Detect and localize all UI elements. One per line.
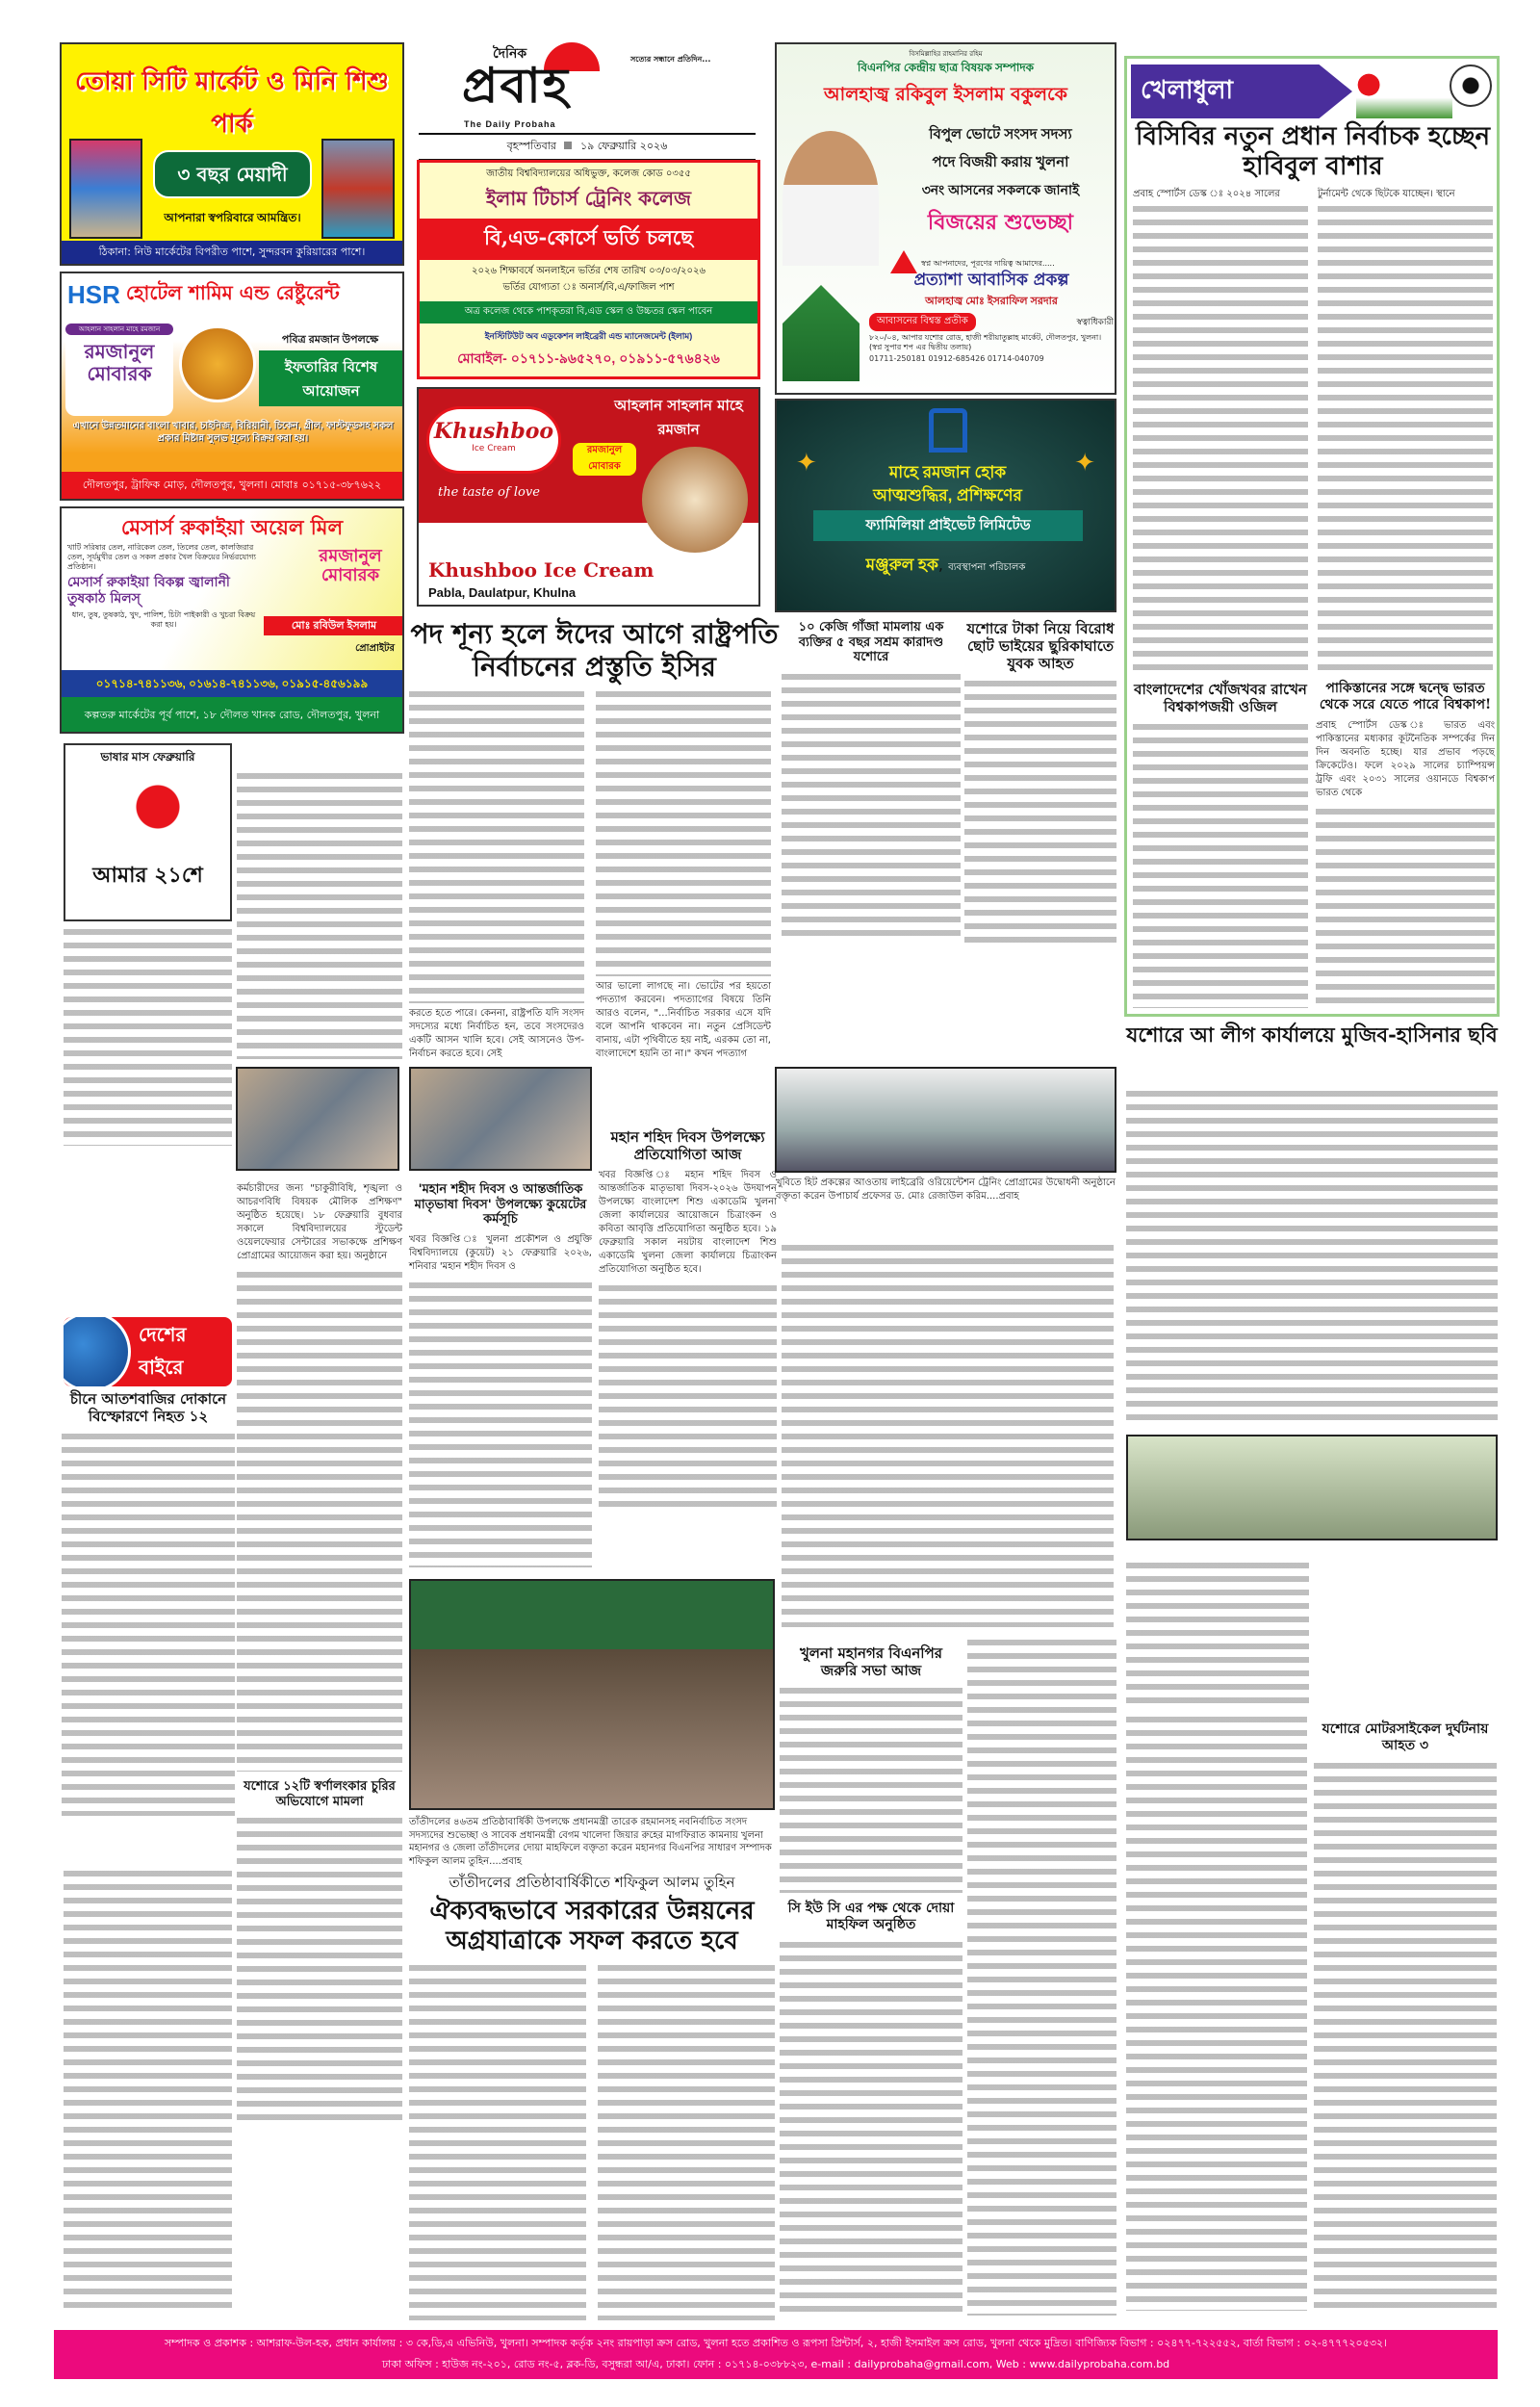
college-banner: বি,এড-কোর্সে ভর্তি চলছে — [420, 219, 757, 260]
masthead-tagline: সত্যের সন্ধানে প্রতিদিন... — [630, 55, 711, 64]
khushboo-address: Pabla, Daulatpur, Khulna — [428, 585, 577, 600]
awami-headline: যশোরে আ লীগ কার্যালয়ে মুজিব-হাসিনার ছবি — [1126, 1022, 1498, 1047]
oil-mill-owner: মোঃ রবিউল ইসলাম — [264, 616, 404, 635]
masthead — [414, 33, 770, 156]
market-ad — [60, 42, 404, 266]
gold-story — [237, 1779, 402, 2128]
weekday: বৃহস্পতিবার — [506, 140, 556, 152]
bcb-col2: টুর্নামেন্ট থেকে ছিটকে যাচ্ছেন। স্থানে — [1318, 189, 1455, 200]
language-article-body — [64, 926, 232, 1146]
footer-line-1: সম্পাদক ও প্রকাশক : আশরাফ-উল-হক, প্রধান কার্যালয় : ৩ কে,ডি,এ এভিনিউ, খুলনা। সম্পাদক কর্তৃক ২নং রায়পাড়া ক্রস রোড, খুলনা হতে প্রকাশিত ও রূপসা প্রিন্টার্স, ২, হাজী ইসমাইল ক্রস রোড, খুলনা থেকে মুদ্রিত। বাণিজ্যিক বিভাগ : ০২৪৭৭-৭২২৫৫২, বার্তা বিভাগ : ০২-৪৭৭৭২০৫৩২। — [164, 2337, 1388, 2349]
hotel-menu: এখানে উন্নতমানের বাংলা খাবার, চাইনিজ, বিরিয়ানী, চিকেন, গ্রীল, ফাস্টফুডসহ সকল প্রকার মিষ্টান্ন সুলভ মূল্যে বিক্রয় করা হয়। — [72, 421, 394, 444]
pratyasha-details — [869, 272, 1114, 363]
oil-mill-left-block — [67, 543, 260, 668]
market-photo-right — [321, 139, 395, 239]
familia-logo — [929, 408, 967, 453]
pak-india-story — [1316, 681, 1495, 1008]
shaheed-minar-graphic — [94, 780, 200, 847]
bnp-meeting-story — [780, 1644, 962, 1893]
familia-ad — [775, 399, 1116, 612]
motorcycle-story — [1314, 1721, 1497, 2311]
motorcycle-headline: যশোরে মোটরসাইকেল দুর্ঘটনায় আহত ৩ — [1322, 1721, 1489, 1753]
bnp-meeting-body — [780, 1685, 962, 1893]
bcb-columns — [1133, 188, 1493, 671]
familia-role: ব্যবস্থাপনা পরিচালক — [948, 562, 1026, 573]
hotel-greeting: রমজানুল মোবারক — [84, 340, 155, 385]
khushboo-logo-name: Khushboo — [433, 419, 554, 444]
market-ad-address: ঠিকানা: নিউ মার্কেটের বিপরীত পাশে, সুন্দরবন কুরিয়ারের পাশে। — [62, 241, 402, 264]
sports-section — [1124, 56, 1500, 1017]
cuc-story — [780, 1901, 962, 2316]
bnp-address: ৮২০/০৪, আপার যশোর রোড, হাজী শরীয়াতুল্লাহ মার্কেট, দৌলতপুর, খুলনা। (স্বপ্ন সুপার শপ এর দ্বিতীয় তলায়) — [869, 332, 1102, 351]
china-body — [62, 1431, 235, 1816]
hotel-address: দৌলতপুর, ট্রাফিক মোড়, দৌলতপুর, খুলনা। মোবাঃ ০১৭১৫-৩৮৭৬২২ — [62, 472, 402, 499]
tatidal-story — [409, 1579, 775, 2320]
bcb-article-body-col2 — [1318, 203, 1493, 671]
ozil-story — [1133, 681, 1308, 1008]
bcb-headline: বিসিবির নতুন প্রধান নির্বাচক হচ্ছেন হাবিবুল বাশার — [1136, 122, 1490, 182]
masthead-english-name: The Daily Probaha — [464, 119, 556, 129]
bnp-owner: আলহাজ্ব মোঃ ইসরাফিল সরদার — [925, 295, 1058, 307]
tuhin-headline: ঐক্যবদ্ধভাবে সরকারের উন্নয়নের অগ্রযাত্রাকে সফল করতে হবে — [429, 1897, 755, 1956]
stabbing-story — [964, 620, 1116, 944]
bnp-tag: আবাসনের বিশ্বস্ত প্রতীক — [869, 313, 976, 331]
right-col-body — [1126, 1714, 1307, 2311]
bcb-intro: প্রবাহ স্পোর্টস ডেস্ক ঃ ২০২৪ সালের — [1133, 189, 1280, 200]
kuet-headline: 'মহান শহীদ দিবস ও আন্তর্জাতিক মাতৃভাষা দিবস' উপলক্ষ্যে কুয়েটের কর্মসূচি — [414, 1182, 587, 1228]
familia-company: ফ্যামিলিয়া প্রাইভেট লিমিটেড — [813, 510, 1083, 541]
college-eligibility: ভর্তির যোগ্যতা ঃ অনার্স/বি,এ/ফাজিল পাশ — [502, 282, 675, 293]
competition-body-more — [599, 1282, 777, 1514]
abroad-label-2: বাইরে — [139, 1356, 184, 1379]
familia-line1: মাহে রমজান হোক — [888, 463, 1007, 481]
familia-person-line: মঞ্জুরুল হক, ব্যবস্থাপনা পরিচালক — [865, 556, 1026, 574]
imprint-footer — [54, 2330, 1498, 2379]
lead-body-col2 — [596, 688, 771, 976]
ganja-story — [782, 620, 961, 944]
college-affiliation: জাতীয় বিশ্ববিদ্যালয়ের অধিভুক্ত, কলেজ কোড ০৩৫৫ — [486, 168, 691, 179]
market-ad-invite: আপনারা স্বপরিবারে আমন্ত্রিত। — [164, 211, 301, 224]
ganja-headline: ১০ কেজি গাঁজা মামলায় এক ব্যক্তির ৫ বছর সশ্রম কারাদণ্ড যশোরে — [798, 620, 944, 665]
khushboo-logo — [426, 406, 561, 474]
oil-mill-address: কল্পতরু মার্কেটের পূর্ব পাশে, ১৮ দৌলত খানক রোড, দৌলতপুর, খুলনা — [62, 697, 402, 734]
pratyasha-tag-row — [869, 313, 1114, 331]
lead-body-text-2: আর ভালো লাগছে না। ভোটের পর হয়তো পদত্যাগ করবেন। পদত্যাগের বিষয়ে তিনি আরও বলেন, "...নির্বাচিত সরকার এসে যদি বলে আপনি থাকবেন না। নতুন প্রেসিডেন্ট বানায়, এটা পৃথিবীতে হয় নাই, এরকম তো না, বাংলাদেশে হয়নি তা না।" কখন পদত্যাগ — [596, 981, 771, 1059]
hotel-occasion: পবিত্র রমজান উপলক্ষে — [281, 334, 379, 346]
lead-col-1 — [409, 688, 584, 1061]
oil-mill-phones: ০১৭১৪-৭৪১১৩৬, ০১৬১৪-৭৪১১৩৬, ০১৯১৫-৪৫৬১৯৯ — [62, 670, 402, 697]
bcb-article-body — [1133, 203, 1308, 671]
tatidal-caption: তাঁতীদলের ৪৬তম প্রতিষ্ঠাবার্ষিকী উপলক্ষে প্রধানমন্ত্রী তারেক রহমানসহ নবনির্বাচিত সংসদ সদস্যদের শুভেচ্ছা ও সাবেক প্রধানমন্ত্রী বেগম খালেদা জিয়ার রুহের মাগফিরাত কামনায় খুলনা মহানগর ও জেলা তাঁতীদলের দোয়া মাহফিলে বক্তৃতা করেন মহানগর বিএনপির সাধারণ সম্পাদক শফিকুল আলম তুহিন....প্রবাহ — [409, 1817, 772, 1867]
kuet-body: খবর বিজ্ঞপ্তি ঃ খুলনা প্রকৌশল ও প্রযুক্তি বিশ্ববিদ্যালয়ে (কুয়েট) ২১ ফেব্রুয়ারি ২০২৬, শনিবার 'মহান শহীদ দিবস ও — [409, 1233, 592, 1272]
kuet-body-more — [409, 1280, 592, 1567]
globe-icon — [64, 1317, 131, 1386]
candidate-photo — [783, 131, 879, 266]
market-ad-title: তোয়া সিটি মার্কেট ও মিনি শিশু পার্ক — [75, 67, 389, 139]
oil-mill-subtitle: মেসার্স রুকাইয়া বিকল্প জ্বালানী তুষকাঠ মিলস্ — [67, 575, 230, 607]
abroad-section-banner — [64, 1317, 232, 1386]
khushboo-greeting2: রমজানুল মোবারক — [573, 443, 636, 476]
right-story-body — [1126, 1560, 1309, 1704]
tuhin-body-col1 — [409, 1962, 586, 2320]
cuc-body — [780, 1939, 962, 2316]
library-caption: খুবিতে হিট প্রকল্পের আওতায় লাইব্রেরি ওরিয়েন্টেশন ট্রেনিং প্রোগ্রামের উদ্বোধনী অনুষ্ঠানে বক্তৃতা করেন উপাচার্য প্রফেসর ড. মোঃ রেজাউল করিম....প্রবাহ — [776, 1178, 1116, 1202]
bcb-story — [1133, 122, 1493, 671]
competition-body: খবর বিজ্ঞপ্তি ঃ মহান শহিদ দিবস ও আন্তর্জাতিক মাতৃভাষা দিবস-২০২৬ উদযাপন উপলক্ষ্যে বাংলাদেশ শিশু একাডেমি খুলনা জেলা কার্যালয়ের আয়োজনে চিত্রাংকন ও কবিতা আবৃত্তি প্রতিযোগিতা অনুষ্ঠিত হবে। ১৯ ফেব্রুয়ারি সকাল নয়টায় বাংলাদেশ শিশু একাডেমি খুলনা জেলা কার্যালয়ে চিত্রাংকন প্রতিযোগিতা অনুষ্ঠিত হবে। — [599, 1170, 777, 1275]
khushboo-ad — [417, 387, 760, 607]
hotel-greeting-box — [65, 324, 173, 416]
bnp-meeting-headline: খুলনা মহানগর বিএনপির জরুরি সভা আজ — [799, 1644, 943, 1679]
training-story — [237, 1182, 402, 1772]
left-story-body — [237, 770, 402, 1059]
bnp-owner-role: স্বত্বাধিকারী — [1076, 317, 1114, 327]
football-icon — [1450, 65, 1492, 107]
amar-21-label: আমার ২১শে — [92, 863, 203, 888]
oil-mill-greeting: রমজানুল মোবারক — [319, 546, 382, 585]
tuhin-columns — [409, 1962, 775, 2320]
khushboo-name: Khushboo Ice Cream — [428, 558, 654, 582]
abroad-label-1: দেশের — [139, 1323, 187, 1346]
bnp-motto: স্বপ্ন আপনাদের, পূরণের দায়িত্ব আমাদের..... — [921, 259, 1055, 268]
market-photo-left — [69, 139, 142, 239]
ozil-body — [1133, 721, 1308, 1008]
bnp-message-block — [887, 123, 1114, 242]
hotel-logo: HSR — [67, 280, 120, 309]
cuc-headline: সি ইউ সি এর পক্ষ থেকে দোয়া মাহফিল অনুষ্ঠিত — [787, 1901, 955, 1932]
lead-headline: পদ শূন্য হলে ঈদের আগে রাষ্ট্রপতি নির্বাচনের প্রস্তুতি ইসির — [410, 618, 779, 683]
china-headline: চীনে আতশবাজির দোকানে বিস্ফোরণে নিহত ১২ — [69, 1390, 227, 1425]
bnp-name: আলহাজ্ব রকিবুল ইসলাম বকুলকে — [824, 84, 1067, 105]
bnp-role: বিএনপির কেন্দ্রীয় ছাত্র বিষয়ক সম্পাদক — [857, 61, 1035, 74]
ozil-headline: বাংলাদেশের খোঁজখবর রাখেন বিশ্বকাপজয়ী ওজিল — [1134, 681, 1307, 715]
pak-india-headline: পাকিস্তানের সঙ্গে দ্বন্দ্বে ভারত থেকে সরে যেতে পারে বিশ্বকাপ! — [1319, 681, 1492, 712]
bnp-line1: বিপুল ভোটে সংসদ সদস্য — [929, 126, 1072, 142]
competition-story — [599, 1128, 777, 1514]
khushboo-slogan: the taste of love — [438, 485, 540, 500]
kuet-story — [409, 1182, 592, 1567]
language-month-label: ভাষার মাস ফেব্রুয়ারি — [100, 750, 195, 764]
tuhin-kicker: তাঁতীদলের প্রতিষ্ঠাবার্ষিকীতে শফিকুল আলম তুহিন — [449, 1874, 735, 1891]
center-story-body — [782, 1242, 1114, 1627]
lead-body-col1 — [409, 688, 584, 1003]
date-separator — [564, 142, 572, 149]
awami-body — [1126, 1088, 1498, 1425]
lantern-icon-right: ✦ — [1074, 449, 1095, 478]
language-month-box — [64, 743, 232, 921]
oil-mill-subdesc: ধান, তুষ, তুষকাঠ, খুদ, পালিশ, চিটা পাইকারী ও খুচরা বিক্রয় করা হয়। — [71, 609, 256, 629]
date-line — [419, 133, 756, 161]
bnp-wish: বিজয়ের শুভেচ্ছা — [927, 210, 1074, 235]
library-photo — [775, 1067, 1116, 1173]
familia-person: মঞ্জুরুল হক — [865, 556, 938, 574]
oil-mill-ad — [60, 506, 404, 734]
bnp-phones: 01711-250181 01912-685426 01714-040709 — [869, 354, 1044, 364]
ganja-body — [782, 671, 961, 944]
hotel-greeting-small: আহলান সাহলান মাহে রমজান — [65, 324, 173, 335]
ice-cream-image — [642, 447, 748, 553]
bnp-line3: ৩নং আসনের সকলকে জানাই — [921, 182, 1080, 197]
masthead-name: প্রবাহ — [462, 57, 570, 114]
cricket-graphic — [1356, 66, 1452, 118]
college-mobile: মোবাইল- ০১৭১১-৯৬৫২৭০, ০১৯১১-৫৭৬৪২৬ — [457, 350, 720, 366]
lantern-icon-left: ✦ — [796, 449, 817, 478]
college-ad — [417, 160, 760, 379]
gold-headline: যশোরে ১২টি স্বর্ণালংকার চুরির অভিযোগে মামলা — [244, 1779, 396, 1809]
stabbing-headline: যশোরে টাকা নিয়ে বিরোধ ছোট ভাইয়ের ছুরিকাঘাতে যুবক আহত — [966, 620, 1115, 672]
rally-photo — [409, 1579, 775, 1810]
training-body: কর্মচারীদের জন্য "চাকুরীবিধি, শৃঙ্খলা ও আচরণবিধি বিষয়ক মৌলিক প্রশিক্ষণ" অনুষ্ঠিত হয়েছে। ১৮ ফেব্রুয়ারি বুধবার সকালে বিশ্ববিদ্যালয়ের স্টুডেন্ট ওয়েলফেয়ার সেন্টারের সভাকক্ষে প্রশিক্ষণ প্রোগ্রামের আয়োজন করা হয়। অনুষ্ঠানে — [237, 1183, 402, 1261]
oil-mill-owner-role: প্রোপ্রাইটর — [355, 643, 395, 654]
bnp-line2: পদে বিজয়ী করায় খুলনা — [932, 154, 1069, 170]
pratyasha-block — [921, 258, 1114, 271]
college-name: ইলাম টিচার্স ট্রেনিং কলেজ — [486, 187, 691, 210]
stabbing-body — [964, 678, 1116, 944]
training-photo-2 — [409, 1067, 592, 1171]
college-deadline: ২০২৬ শিক্ষাবর্ষে অনলাইনে ভর্তির শেষ তারিখ ০৩/০৩/২০২৬ — [471, 266, 706, 276]
meeting-photo — [1126, 1435, 1498, 1540]
college-scale: অত্র কলেজ থেকে পাশকৃতরা বি,এড স্কেল ও উচ্চতর স্কেল পাবেন — [420, 301, 757, 324]
center-right-body — [967, 1637, 1116, 2316]
motorcycle-body — [1314, 1760, 1497, 2311]
pak-india-body: প্রবাহ স্পোর্টস ডেস্ক ঃ ভারত এবং পাকিস্তানের মধ্যকার কূটনৈতিক সম্পর্কের দিন দিন অবনতি হচ্ছে। যার প্রভাব পড়ছে ক্রিকেটেও। ফলে ২০২৯ সালের চ্যাম্পিয়ন্স ট্রফি এবং ২০৩১ সালের ওয়ানডে বিশ্বকাপ ভারত থেকে — [1316, 719, 1495, 798]
cricket-ball-icon: ● — [1356, 66, 1382, 100]
lead-col-2 — [596, 688, 771, 1061]
competition-headline: মহান শহিদ দিবস উপলক্ষ্যে প্রতিযোগিতা আজ — [610, 1128, 765, 1163]
hotel-ad — [60, 272, 404, 501]
hotel-title: হোটেল শামিম এন্ড রেষ্টুরেন্ট — [125, 281, 340, 304]
hotel-offer: ইফতারির বিশেষ আয়োজন — [259, 350, 403, 406]
gold-body — [237, 1815, 402, 2128]
date: ১৯ ফেব্রুয়ারি ২০২৬ — [579, 140, 668, 152]
training-photo-1 — [236, 1067, 399, 1171]
house-image — [783, 285, 860, 381]
training-body-more — [237, 1269, 402, 1772]
lead-story — [409, 618, 780, 1061]
tuhin-body-col2 — [598, 1962, 775, 2320]
khushboo-greeting: আহলান সাহলান মাহে রমজান — [614, 397, 743, 438]
khushboo-logo-sub: Ice Cream — [472, 444, 516, 453]
left-bottom-body — [64, 1868, 232, 2311]
bcb-col-1 — [1133, 188, 1308, 671]
familia-line2: আত্মশুদ্ধির, প্রশিক্ষণের — [873, 486, 1022, 505]
market-ad-badge: ৩ বছর মেয়াদী — [153, 150, 312, 198]
oil-mill-title: মেসার্স রুকাইয়া অয়েল মিল — [120, 515, 344, 539]
masthead-prefix: দৈনিক — [493, 45, 527, 61]
bnp-company: প্রত্যাশা আবাসিক প্রকল্প — [913, 271, 1069, 290]
bnp-greeting-ad — [775, 42, 1116, 395]
footer-line-2: ঢাকা অফিস : হাউজ নং-২০১, রোড নং-৫, ব্লক-ডি, বসুন্ধরা আ/এ, ঢাকা। ফোন : ০১৭১৪-০৩৮৮২৩, e-mail : dailyprobaha@gmail.com, Web : www.dailyprobaha.com.bd — [381, 2358, 1170, 2370]
china-story — [62, 1390, 235, 1816]
pak-india-body-more — [1316, 806, 1495, 1008]
college-institute: ইনস্টিটিউট অব এডুকেশন লাইব্রেরী এন্ড ম্যানেজমেন্ট (ইলাম) — [484, 331, 693, 341]
bnp-top: বিসমিল্লাহির রাহমানির রহিম — [909, 50, 983, 58]
lead-columns — [409, 688, 780, 1061]
oil-mill-desc: খাটি সরিষার তেল, নারিকেল তেল, তিলের তেল, কালজিরার তেল, সূর্যমুখীর তেল ও সকল প্রকার খৈল বিক্রয়ের নির্ভরযোগ্য প্রতিষ্ঠান। — [67, 543, 256, 571]
bcb-col-2 — [1318, 188, 1493, 671]
food-image — [179, 325, 256, 402]
sports-label: খেলাধুলা — [1141, 76, 1234, 105]
lead-body-text: করতে হতে পারে। কেননা, রাষ্ট্রপতি যদি সংসদ সদস্যের মধ্যে নির্বাচিত হন, তবে সংসদেরও একটি আসন খালি হবে। সেই আসনেও উপ-নির্বাচন করতে হবে। সেই — [409, 1008, 584, 1059]
